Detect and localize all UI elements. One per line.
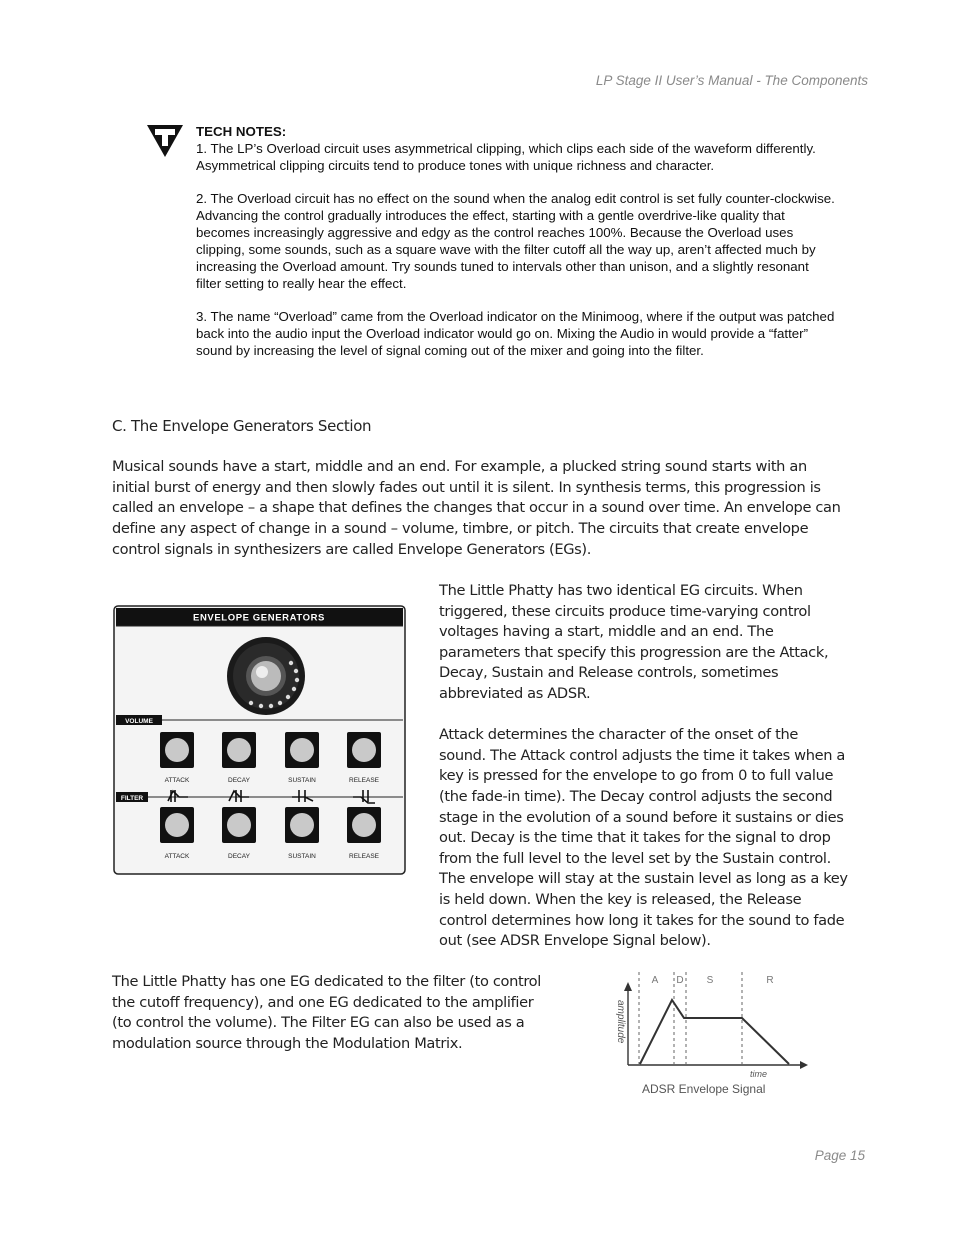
tech-note-3: 3. The name “Overload” came from the Overload indicator on the Minimoog, where if the output was patched back into the audio input the Overload indicator would go on. Mixing the Audio in would provide a “fatter” sound by increasing the level of signal coming out of the mixer and going into the filter. — [196, 309, 835, 358]
running-header: LP Stage II User’s Manual - The Components — [595, 73, 868, 88]
diagram-caption: ADSR Envelope Signal — [642, 1082, 766, 1096]
x-axis-label: time — [750, 1069, 768, 1079]
stage-r: R — [766, 975, 774, 986]
tech-note-1: 1. The LP’s Overload circuit uses asymmetrical clipping, which clips each side of the waveform differently. Asymmetrical clipping circuits tend to produce tones with unique richness and character. — [196, 141, 816, 173]
eg-description — [439, 581, 849, 972]
filter-release-label: RELEASE — [349, 853, 379, 860]
filter-label: FILTER — [120, 795, 144, 802]
volume-attack-label: ATTACK — [164, 777, 190, 784]
eg-paragraph-2: Attack determines the character of the onset of the sound. The Attack control adjusts the time it takes when a key is pressed for the envelope to go from 0 to full value (the fade-in time). The Decay control adjusts the second stage in the evolution of a sound before it sustains or dies out. Decay is the time that it takes for the signal to drop from the full level to the level set by the Sustain control. The envelope will stay at the sustain level as long as a key is held down. When the key is released, the Release control determines how long it takes for the sound to fade out (see ADSR Envelope Signal below). — [439, 726, 848, 950]
stage-a: A — [651, 975, 659, 986]
adsr-envelope-diagram — [604, 966, 814, 1102]
envelope-curve — [640, 1000, 789, 1064]
tech-note-2: 2. The Overload circuit has no effect on the sound when the analog edit control is set fully counter-clockwise. Advancing the control gradually introduces the effect, starting with a gentle overdrive-like quality that becomes increasingly aggressive and edgy as the control reaches 100%. Because the Overload uses clipping, some sounds, such as a square wave with the filter cutoff all the way up, aren’t affected much by increasing the Overload amount. Try sounds tuned to intervals other than unison, and a slightly resonant filter setting to really hear the effect. — [196, 191, 835, 291]
envelope-generators-panel — [113, 605, 406, 875]
filter-decay-label: DECAY — [228, 853, 250, 860]
volume-release-label: RELEASE — [349, 777, 379, 784]
stage-d: D — [676, 975, 684, 986]
filter-attack-label: ATTACK — [164, 853, 190, 860]
y-axis-label: amplitude — [615, 1000, 626, 1044]
filter-sustain-label: SUSTAIN — [288, 853, 316, 860]
volume-sustain-label: SUSTAIN — [288, 777, 316, 784]
eg-paragraph-1: The Little Phatty has two identical EG circuits. When triggered, these circuits produce time-varying control voltages having a start, middle and an end. The parameters that specify this progression are the Attack, Decay, Sustain and Release controls, sometimes abbreviated as ADSR. — [439, 582, 829, 702]
tech-notes — [196, 123, 836, 375]
panel-title: ENVELOPE GENERATORS — [193, 612, 325, 624]
volume-label: VOLUME — [125, 718, 153, 725]
section-title: C. The Envelope Generators Section — [112, 417, 372, 435]
stage-s: S — [706, 975, 714, 986]
eg-paragraph-3: The Little Phatty has one EG dedicated to the filter (to control the cutoff frequency), and one EG dedicated to the amplifier (to control the volume). The Filter EG can also be used as a modulation source through the Modulation Matrix. — [112, 973, 541, 1053]
tech-notes-icon — [147, 125, 183, 157]
page-number: Page 15 — [814, 1148, 865, 1163]
volume-decay-label: DECAY — [228, 777, 250, 784]
intro-paragraph: Musical sounds have a start, middle and an end. For example, a plucked string sound starts with an initial burst of energy and then slowly fades out until it is silent. In synthesis terms, this progression is called an envelope – a shape that defines the changes that occur in a sound over time. An envelope can define any aspect of change in a sound – volume, timbre, or pitch. The circuits that create envelope control signals in synthesizers are called Envelope Generators (EGs). — [112, 458, 841, 558]
tech-notes-title: TECH NOTES: — [196, 124, 287, 139]
